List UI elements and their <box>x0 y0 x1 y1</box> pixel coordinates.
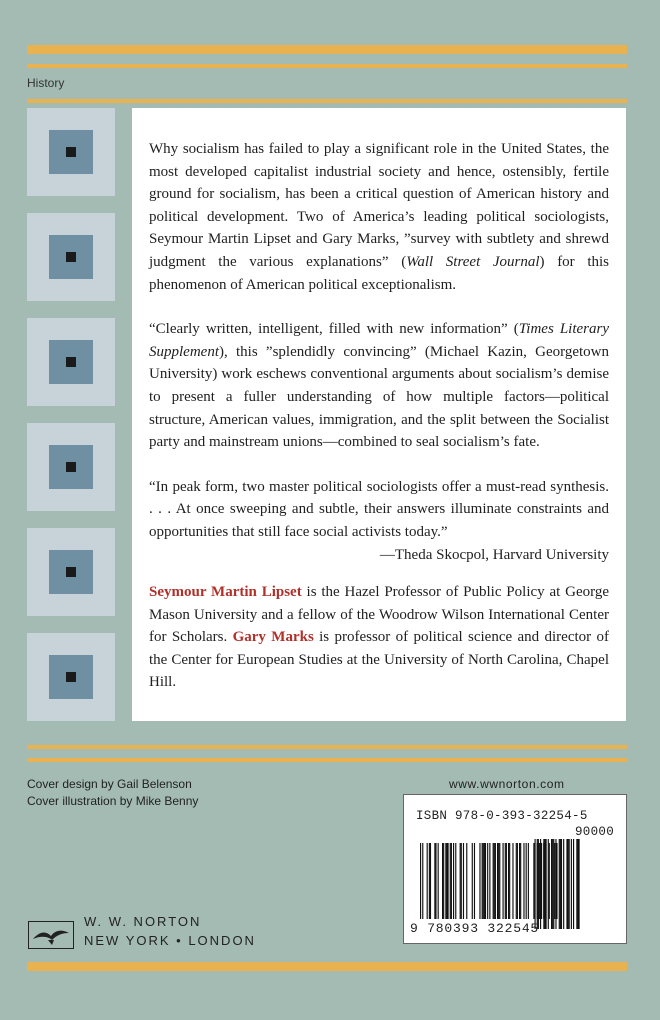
barcode-bar <box>489 843 490 919</box>
barcode-bar <box>422 843 423 919</box>
barcode-bar <box>487 843 488 919</box>
barcode-bar <box>460 843 461 919</box>
barcode-bar <box>549 843 550 919</box>
top-stripe-thin-1 <box>27 64 627 68</box>
description-paragraph-3: “In peak form, two master political sociologists offer a must-read synthesis. . . . At once sweeping and subtle, their answers illuminate constraints and opportunities that still face social activists today.” —Theda Skocpol, Harvard University <box>149 476 609 566</box>
addon-bar <box>571 839 572 929</box>
barcode-bar <box>446 843 447 919</box>
barcode-bar <box>533 843 534 919</box>
barcode-bar <box>497 843 498 919</box>
barcode-bar <box>556 843 557 919</box>
category-label: History <box>27 76 65 90</box>
addon-bar <box>563 839 564 929</box>
barcode-bar <box>483 843 484 919</box>
description-paragraph-2: “Clearly written, intelligent, filled with new information” (Times Literary Supplement), this ”splendidly convincing” (Michael Kazin, Georgetown University) work eschews conventional arguments about socialism’s demise to present a fuller understanding of how multiple factors—political structure, American values, immigration, and the split between the Socialist party and mainstream unions—combined to seal socialism’s fate. <box>149 321 609 451</box>
barcode-bar <box>498 843 499 919</box>
barcode-bar <box>463 843 464 919</box>
barcode <box>403 794 627 944</box>
decor-square <box>27 318 115 406</box>
top-stripe <box>27 45 627 54</box>
barcode-bar <box>493 843 494 919</box>
cover-illustration-credit: Cover illustration by Mike Benny <box>27 794 199 808</box>
barcode-bar <box>430 843 431 919</box>
decor-square <box>27 108 115 196</box>
addon-bar <box>537 839 538 929</box>
barcode-bar <box>453 843 454 919</box>
description-panel <box>132 108 626 721</box>
decor-square <box>27 528 115 616</box>
addon-bar <box>551 839 552 929</box>
barcode-bar <box>445 843 446 919</box>
barcode-bar <box>479 843 480 919</box>
barcode-bar <box>482 843 483 919</box>
barcode-bar <box>420 843 421 919</box>
addon-bar <box>566 839 567 929</box>
barcode-bar <box>474 843 475 919</box>
decor-square <box>27 633 115 721</box>
barcode-bar <box>434 843 435 919</box>
barcode-bar <box>528 843 529 919</box>
top-stripe-thin-2 <box>27 99 627 103</box>
barcode-bar <box>461 843 462 919</box>
barcode-bar <box>495 843 496 919</box>
addon-bar <box>535 839 536 929</box>
barcode-bar <box>509 843 510 919</box>
barcode-bar <box>427 843 428 919</box>
barcode-bar <box>505 843 506 919</box>
addon-bar <box>553 839 554 929</box>
addon-bar <box>555 839 556 929</box>
barcode-bar <box>539 843 540 919</box>
barcode-bar <box>517 843 518 919</box>
barcode-bar <box>508 843 509 919</box>
barcode-bar <box>466 843 467 919</box>
addon-bar <box>548 839 549 929</box>
addon-bar <box>543 839 544 929</box>
addon-bar <box>546 839 547 929</box>
addon-bar <box>540 839 541 929</box>
addon-bar <box>559 839 560 929</box>
barcode-bar <box>506 843 507 919</box>
publisher-locations: NEW YORK • LONDON <box>84 933 256 948</box>
barcode-bar <box>429 843 430 919</box>
barcode-bar <box>499 843 500 919</box>
barcode-bar <box>438 843 439 919</box>
cover-credits <box>27 776 198 810</box>
price-code: 90000 <box>574 825 614 839</box>
addon-bar <box>552 839 553 929</box>
bottom-stripe-thin-1 <box>27 745 627 749</box>
quote-attribution: —Theda Skocpol, Harvard University <box>379 546 609 563</box>
addon-bar <box>544 839 545 929</box>
decor-square <box>27 213 115 301</box>
addon-bar <box>560 839 561 929</box>
barcode-bar <box>451 843 452 919</box>
barcode-bar <box>435 843 436 919</box>
barcode-bar <box>516 843 517 919</box>
addon-bar <box>568 839 569 929</box>
author-name: Gary Marks <box>232 629 314 646</box>
publisher-url[interactable]: www.wwnorton.com <box>449 777 565 791</box>
author-name: Seymour Martin Lipset <box>149 584 302 601</box>
author-bio: Seymour Martin Lipset is the Hazel Professor of Public Policy at George Mason University and a fellow of the Woodrow Wilson International Center for Scholars. Gary Marks is professor of political science and director of the Center for European Studies at the University of North Carolina, Chapel Hill. <box>149 584 609 691</box>
barcode-bar <box>455 843 456 919</box>
addon-bar <box>538 839 539 929</box>
barcode-bar <box>450 843 451 919</box>
barcode-bar <box>484 843 485 919</box>
barcode-bar <box>541 843 542 919</box>
barcode-bar <box>520 843 521 919</box>
seagull-logo-icon <box>28 921 74 949</box>
publisher-name: W. W. NORTON <box>84 914 202 929</box>
decor-square <box>27 423 115 511</box>
barcode-number: 9 780393 322545 <box>410 921 540 936</box>
barcode-bar <box>442 843 443 919</box>
barcode-bar <box>443 843 444 919</box>
barcode-bar <box>472 843 473 919</box>
bottom-stripe-thin-2 <box>27 758 627 762</box>
addon-bar <box>576 839 577 929</box>
addon-bar <box>577 839 578 929</box>
barcode-bar <box>554 843 555 919</box>
addon-bar <box>579 839 580 929</box>
bottom-stripe <box>27 962 627 971</box>
isbn-text: ISBN 978-0-393-32254-5 <box>416 809 588 823</box>
addon-bar <box>561 839 562 929</box>
barcode-bar <box>485 843 486 919</box>
addon-bar <box>569 839 570 929</box>
barcode-bar <box>523 843 524 919</box>
barcode-bar <box>519 843 520 919</box>
barcode-bar <box>503 843 504 919</box>
cover-design-credit: Cover design by Gail Belenson <box>27 777 192 791</box>
barcode-bar <box>494 843 495 919</box>
barcode-bar <box>512 843 513 919</box>
barcode-bar <box>448 843 449 919</box>
barcode-bar <box>526 843 527 919</box>
description-paragraph-1: Why socialism has failed to play a significant role in the United States, the most developed capitalist industrial society and hence, ostensibly, fertile ground for socialism, has been a critical question of American history and political development. Two of America’s leading political sociologists, Seymour Martin Lipset and Gary Marks, ”survey with subtlety and shrewd judgment the various explanations” (Wall Street Journal) for this phenomenon of American political exceptionalism. <box>149 141 609 293</box>
addon-bar <box>573 839 574 929</box>
